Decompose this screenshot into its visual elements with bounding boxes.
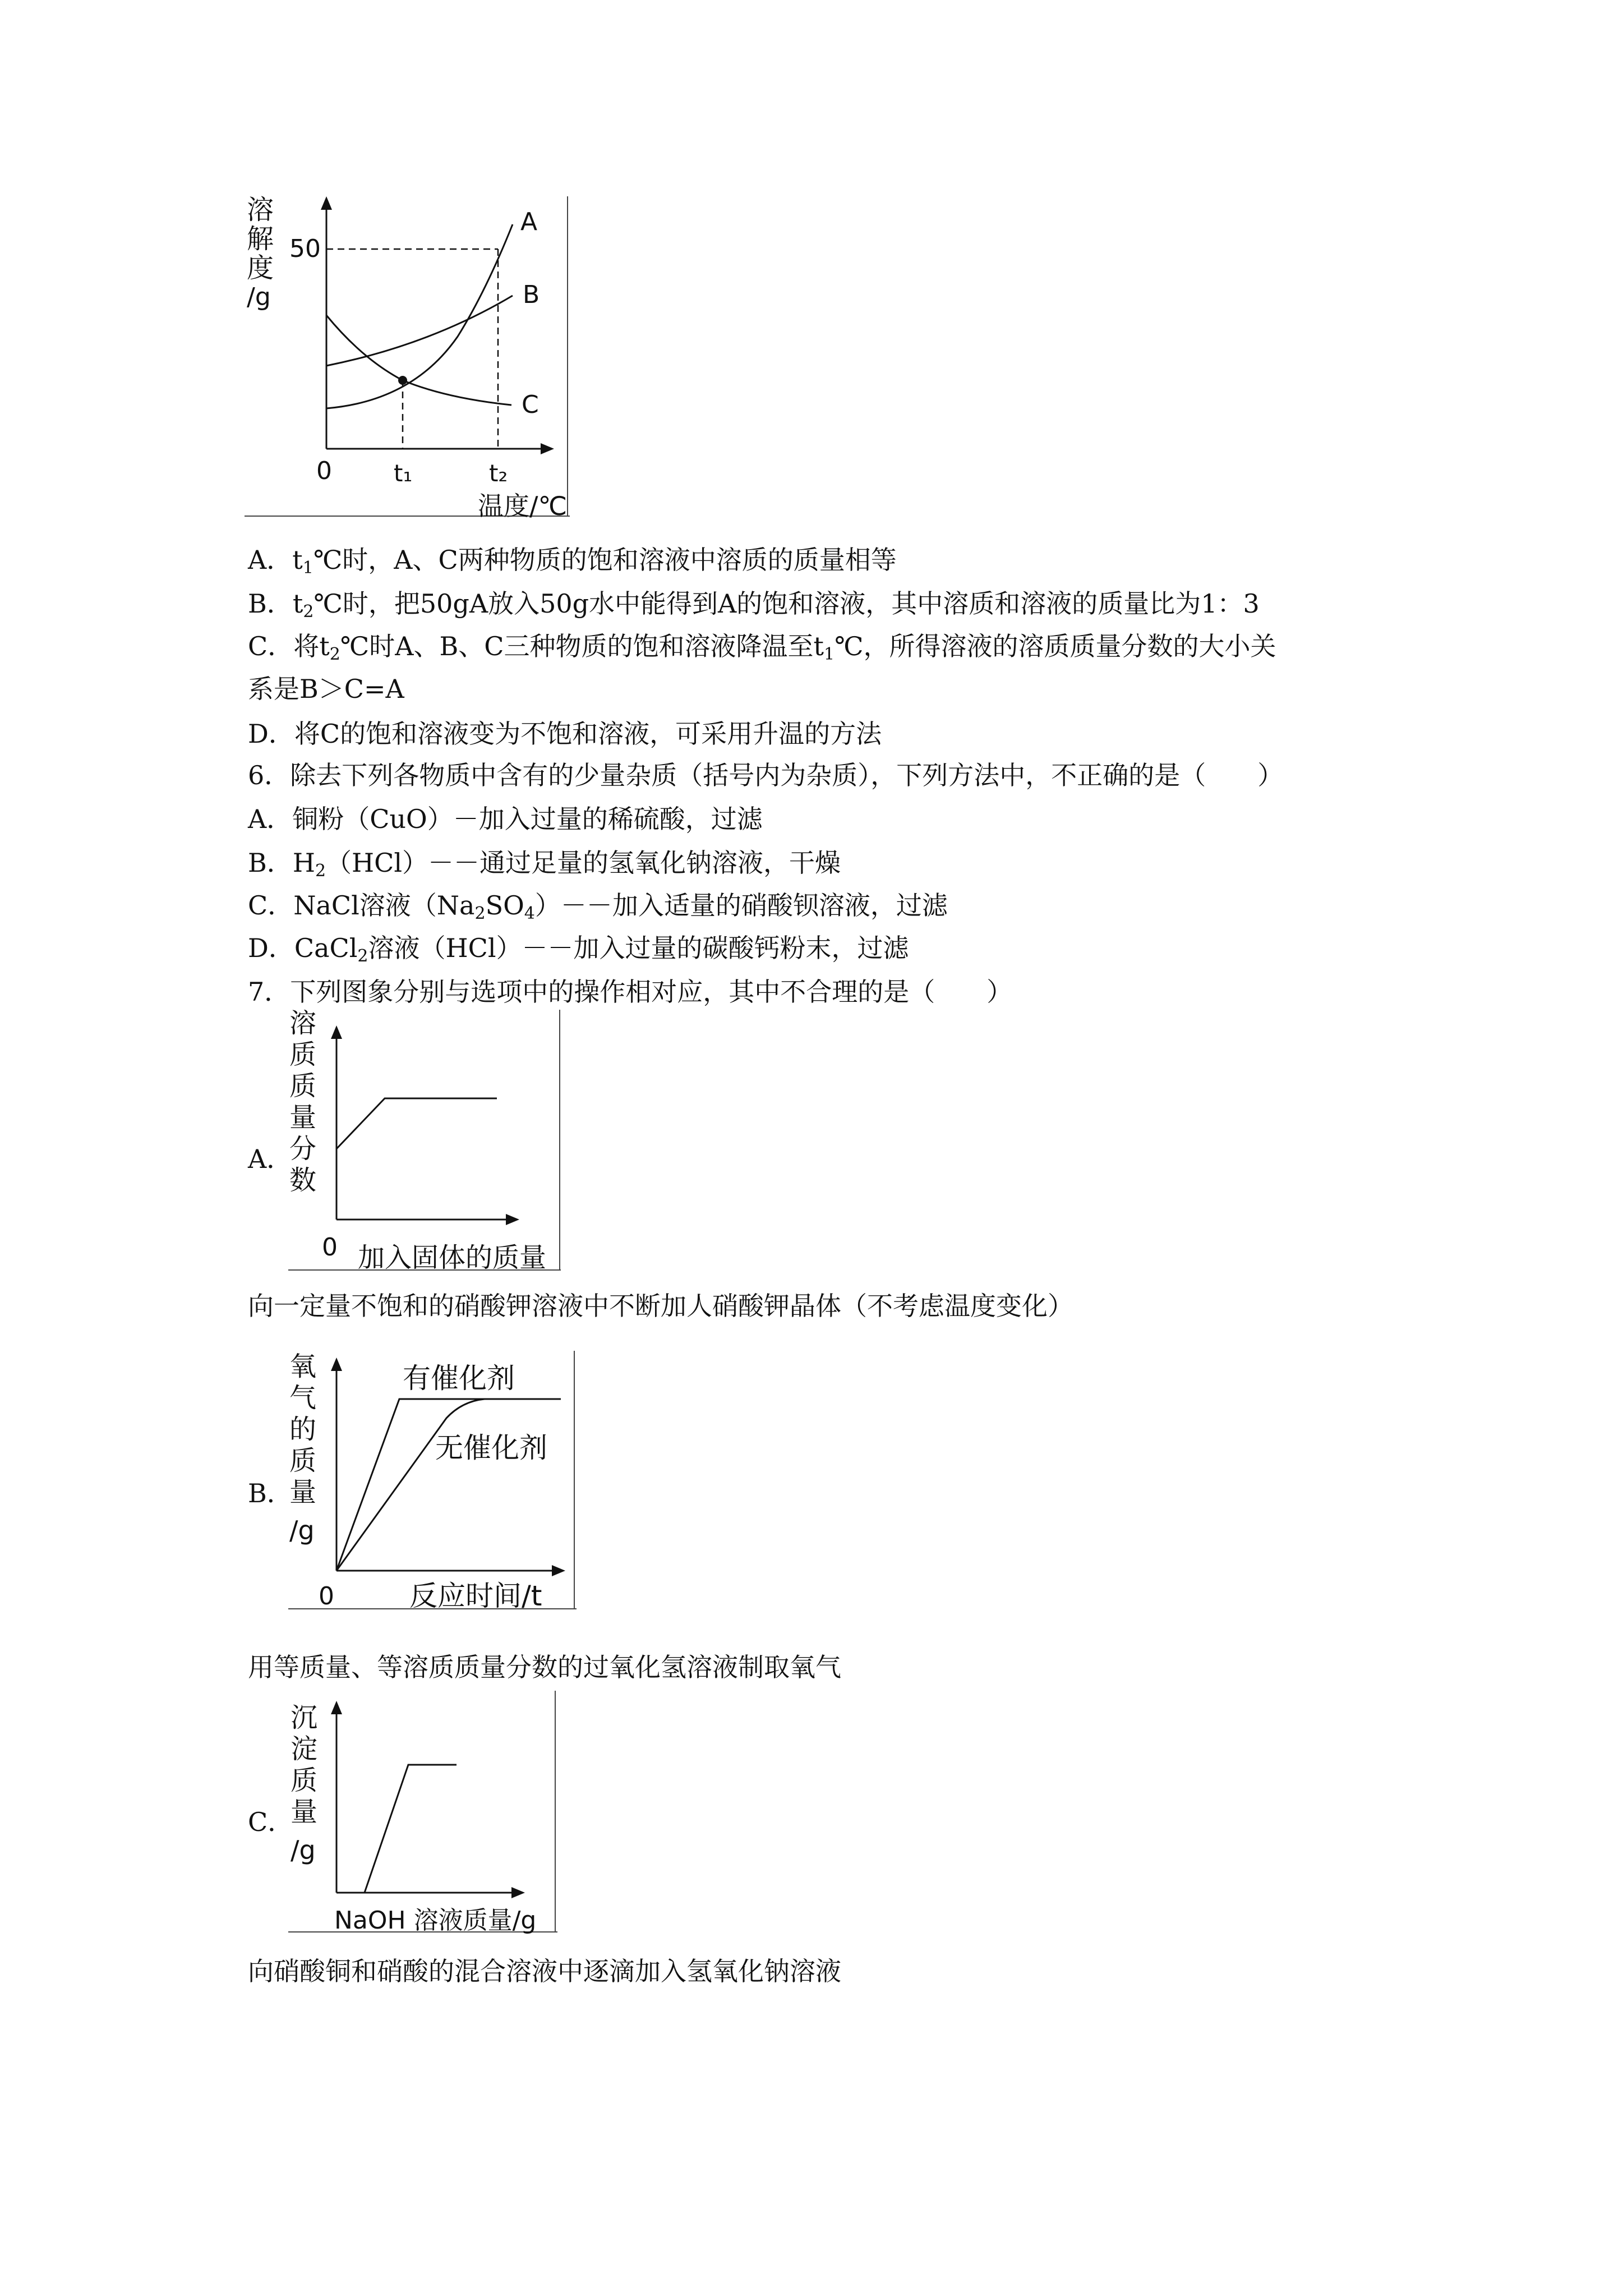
curve-label-a: A <box>520 208 538 236</box>
q7-chart-b <box>288 1351 580 1614</box>
q7-chart-c <box>288 1691 569 1938</box>
q7-option-c-caption: 向硝酸铜和硝酸的混合溶液中逐滴加入氢氧化钠溶液 <box>248 1956 841 1986</box>
q5-option-a: A．$t_1℃$时，A、C两种物质的饱和溶液中溶质的质量相等 <box>248 545 897 578</box>
curve-label-b: B <box>523 280 540 309</box>
q6-option-a: A．铜粉（CuO）－加入过量的稀硫酸，过滤 <box>248 804 763 834</box>
q7-chart-a <box>288 1010 569 1273</box>
q5-option-c: C．将$t_2℃$时A、B、C三种物质的饱和溶液降温至$t_1℃$，所得溶液的溶质质量分数的大小关 <box>248 631 1276 664</box>
q7-option-b-caption: 用等质量、等溶质质量分数的过氧化氢溶液制取氧气 <box>248 1652 841 1682</box>
q6-stem: 6．除去下列各物质中含有的少量杂质（括号内为杂质），下列方法中，不正确的是（ ） <box>248 760 1284 790</box>
solubility-chart <box>245 185 581 522</box>
origin-label: 0 <box>322 1233 338 1262</box>
x-axis-label: 温度/℃ <box>478 491 568 521</box>
q7-option-a-caption: 向一定量不饱和的硝酸钾溶液中不断加人硝酸钾晶体（不考虑温度变化） <box>248 1291 1073 1321</box>
y-axis-label-char: 质 <box>289 1039 317 1070</box>
y-axis-label-char: 沉 <box>291 1702 318 1733</box>
y-axis-label-char: 量 <box>289 1476 317 1508</box>
y-axis-label-char: 数 <box>289 1165 317 1196</box>
curve-precipitate <box>336 1765 457 1893</box>
q7-option-b-label: B． <box>248 1478 293 1508</box>
x-axis-label: NaOH 溶液质量/g <box>334 1906 537 1935</box>
y-axis-label-char: 溶 <box>247 194 274 226</box>
origin-label: 0 <box>319 1582 334 1611</box>
label-with-catalyst: 有催化剂 <box>403 1362 515 1395</box>
x-axis-label: 加入固体的质量 <box>358 1242 547 1273</box>
curve-b <box>326 296 513 366</box>
curve-mass-fraction <box>336 1098 497 1149</box>
curve-with-catalyst <box>336 1399 561 1571</box>
q5-option-b: B．$t_2℃$时，把50gA放入50g水中能得到A的饱和溶液，其中溶质和溶液的质量比为1：3 <box>248 588 1260 622</box>
curve-label-c: C <box>522 390 539 419</box>
y-axis-label-char: 气 <box>289 1382 317 1414</box>
x-tick-t1: t₁ <box>394 459 413 487</box>
label-without-catalyst: 无催化剂 <box>435 1432 547 1464</box>
y-axis-label-char: /g <box>289 1515 315 1545</box>
y-axis-label-char: 量 <box>291 1796 318 1828</box>
y-axis-label-char: 溶 <box>289 1010 317 1039</box>
y-axis-label-char: 氧 <box>289 1351 317 1382</box>
q6-option-b: B．$H_2(HCl)--$通过足量的氢氧化钠溶液，干燥 <box>248 848 841 881</box>
q6-option-c: C．NaCl溶液$(Na_2SO_4)--$加入适量的硝酸钡溶液，过滤 <box>248 890 948 923</box>
x-tick-t2: t₂ <box>489 459 508 487</box>
q6-option-d: D．CaCl$_2$溶液（HCl）－－加入过量的碳酸钙粉末，过滤 <box>248 933 909 966</box>
y-axis-label-char: 的 <box>289 1414 317 1445</box>
x-axis-label: 反应时间/t <box>409 1580 542 1612</box>
q7-option-c-label: C． <box>248 1807 294 1837</box>
q5-option-c-cont: 系是B＞C=A <box>248 674 404 704</box>
y-axis-label-char: 解 <box>247 223 274 255</box>
y-axis-label-char: 分 <box>289 1133 317 1165</box>
intersection-point <box>398 376 407 385</box>
q7-stem: 7．下列图象分别与选项中的操作相对应，其中不合理的是（ ） <box>248 977 1013 1007</box>
y-axis-label-char: 质 <box>289 1070 317 1102</box>
curve-without-catalyst <box>336 1399 485 1571</box>
y-axis-label-char: 淀 <box>291 1733 318 1765</box>
y-axis-label-char: /g <box>247 283 271 311</box>
curve-a <box>326 224 513 408</box>
y-axis-label-char: 度 <box>247 252 274 284</box>
y-axis-label-char: 量 <box>289 1102 317 1133</box>
q5-option-d: D．将C的饱和溶液变为不饱和溶液，可采用升温的方法 <box>248 719 882 749</box>
q7-option-a-label: A． <box>248 1144 293 1174</box>
y-axis-label-char: 质 <box>289 1445 317 1476</box>
y-axis-label-char: 质 <box>291 1765 318 1796</box>
origin-label: 0 <box>316 457 332 485</box>
y-tick-50: 50 <box>289 234 321 263</box>
y-axis-label-char: /g <box>291 1835 316 1865</box>
